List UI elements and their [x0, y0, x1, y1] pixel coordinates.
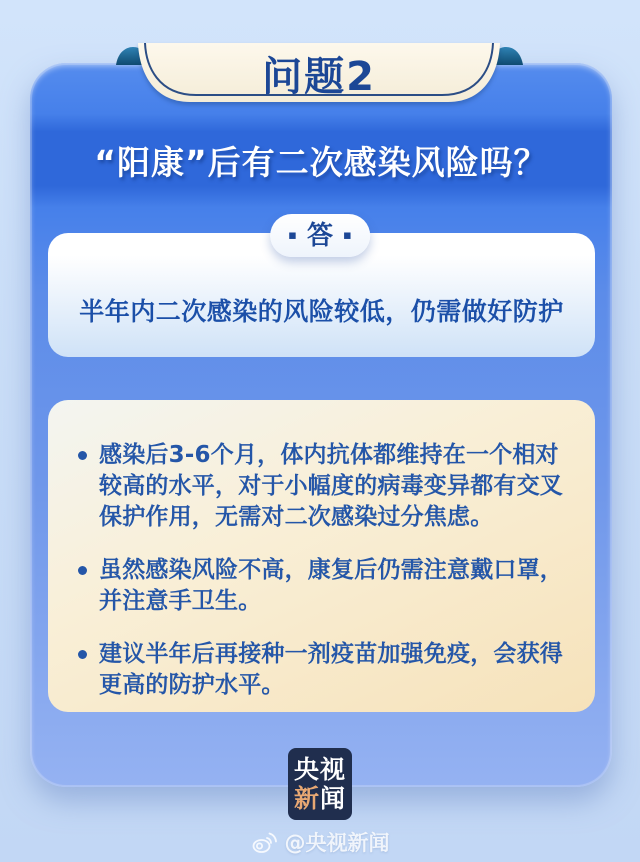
detail-text: 感染后3-6个月，体内抗体都维持在一个相对较高的水平，对于小幅度的病毒变异都有交叉保护作用，无需对二次感染过分焦虑。	[99, 442, 563, 530]
detail-text: 建议半年后再接种一剂疫苗加强免疫，会获得更高的防护水平。	[99, 641, 563, 698]
question-banner	[108, 40, 532, 112]
detail-item	[76, 555, 573, 617]
logo-line2	[294, 784, 346, 813]
question-title: “阳康”后有二次感染风险吗？	[94, 143, 548, 182]
bullet-icon	[78, 650, 87, 659]
details-card	[48, 400, 595, 712]
detail-text: 虽然感染风险不高，康复后仍需注意戴口罩，并注意手卫生。	[99, 557, 563, 614]
logo-char-wen: 闻	[320, 784, 347, 813]
weibo-icon	[251, 831, 278, 854]
banner-label: 问题2	[262, 54, 376, 100]
detail-item	[76, 639, 573, 701]
cctv-news-logo	[288, 748, 352, 820]
watermark-text: @央视新闻	[284, 831, 390, 855]
answer-badge	[270, 214, 370, 257]
badge-label: 答	[306, 220, 334, 251]
details-list	[76, 440, 573, 701]
logo-char-xin: 新	[293, 784, 320, 813]
weibo-watermark	[0, 828, 640, 856]
badge-right-square-icon: ▪	[343, 228, 352, 243]
logo-line1: 央视	[293, 755, 346, 784]
badge-left-square-icon: ▪	[288, 228, 297, 243]
bullet-icon	[78, 451, 87, 460]
detail-item	[76, 440, 573, 533]
answer-summary: 半年内二次感染的风险较低，仍需做好防护	[79, 297, 564, 326]
bullet-icon	[78, 566, 87, 575]
